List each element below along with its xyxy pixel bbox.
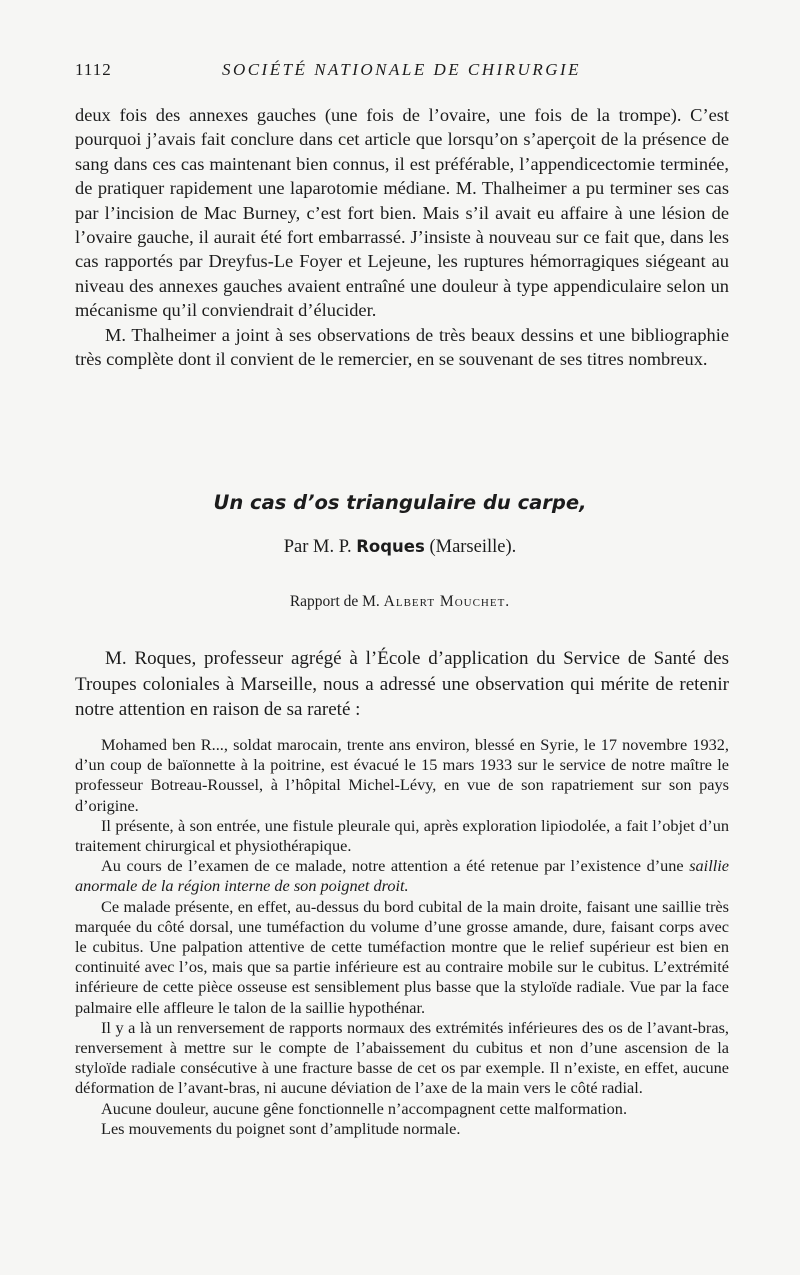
article-title: Un cas d’os triangulaire du carpe, bbox=[213, 491, 587, 514]
observation-paragraph: Les mouvements du poignet sont d’amplitude normale. bbox=[101, 1118, 461, 1138]
intro-text bbox=[75, 103, 729, 371]
running-head bbox=[75, 60, 728, 86]
main-paragraph: M. Roques, professeur agrégé à l’École d’application du Service de Santé des Troupes coloniales à Marseille, nous a adressé une observation qui mérite de retenir notre attention en raison de sa rareté : bbox=[75, 648, 729, 720]
observation-paragraph: Aucune douleur, aucune gêne fonctionnelle n’accompagnent cette malformation. bbox=[101, 1098, 628, 1118]
page-number: 1112 bbox=[75, 60, 112, 79]
byline-prefix: Par M. P. bbox=[283, 537, 352, 557]
running-title: SOCIÉTÉ NATIONALE DE CHIRURGIE bbox=[221, 60, 582, 79]
observation-emphasis: saillie anormale de la région interne de son poignet droit. bbox=[75, 856, 729, 896]
intro-paragraph: M. Thalheimer a joint à ses observations de très beaux dessins et une bibliographie très complète dont il convient de le remercier, en se souvenant de ses titres nombreux. bbox=[75, 324, 729, 370]
observation-paragraph: Il présente, à son entrée, une fistule pleurale qui, après exploration lipiodolée, a fait l’objet d’un traitement chirurgical et physiothérapique. bbox=[75, 815, 729, 856]
intro-paragraph: deux fois des annexes gauches (une fois de l’ovaire, une fois de la trompe). C’est pourquoi j’avais fait conclure dans cet article que lorsqu’on s’aperçoit de la présence de sang dans ces cas maintenant bien connus, il est préférable, l’appendicectomie terminée, de pratiquer rapidement une laparotomie médiane. M. Thalheimer a pu terminer ses cas par l’incision de Mac Burney, c’est fort bien. Mais s’il avait eu affaire à une lésion de l’ovaire gauche, il aurait été fort embarrassé. J’insiste à nouveau sur ce fait que, dans les cas rapportés par Dreyfus-Le Foyer et Lejeune, les ruptures hémorragiques siégeant au niveau des annexes gauches avaient entraîné une douleur à type appendiculaire selon un mécanisme qu’il conviendrait d’élucider. bbox=[75, 105, 729, 321]
main-text bbox=[75, 646, 729, 723]
article-byline bbox=[0, 537, 800, 558]
observation-paragraph: Mohamed ben R..., soldat marocain, trente ans environ, blessé en Syrie, le 17 novembre 1932, d’un coup de baïonnette à la poitrine, est évacué le 15 mars 1933 sur le service de notre maître le professeur Botreau-Roussel, à l’hôpital Michel-Lévy, en vue de son rapatriement sur son pays d’origine. bbox=[75, 735, 729, 815]
byline-suffix: (Marseille). bbox=[429, 537, 517, 557]
report-line bbox=[0, 593, 800, 611]
observation-text bbox=[75, 735, 729, 1139]
observation-text-run: Au cours de l’examen de ce malade, notre attention a été retenue par l’existence d’une bbox=[101, 856, 684, 876]
observation-paragraph bbox=[75, 856, 729, 896]
observation-paragraph: Ce malade présente, en effet, au-dessus du bord cubital de la main droite, faisant une saillie très marquée du côté dorsal, une tuméfaction du volume d’une grosse amande, dure, faisant corps avec le cubitus. Une palpation attentive de cette tuméfaction montre que le relief supérieur est bien en continuité avec l’os, mais que sa partie inférieure est au contraire mobile sur le cubitus. L’extrémité inférieure de cette pièce osseuse est sensiblement plus basse que la styloïde radiale. Vue par la face palmaire elle affleure le talon de la saillie hypothénar. bbox=[75, 896, 729, 1017]
report-prefix: Rapport de M. bbox=[289, 593, 380, 610]
observation-paragraph: Il y a là un renversement de rapports normaux des extrémités inférieures des os de l’avant-bras, renversement à mettre sur le compte de l’abaissement du cubitus et non d’une ascension de la styloïde radiale consécutive à une fracture basse de cet os par exemple. Il n’existe, en effet, aucune déformation de l’avant-bras, ni aucune déviation de l’axe de la main vers le côté radial. bbox=[75, 1017, 729, 1098]
author-name: Roques bbox=[356, 537, 425, 556]
reporter-name: Albert Mouchet. bbox=[383, 593, 511, 610]
